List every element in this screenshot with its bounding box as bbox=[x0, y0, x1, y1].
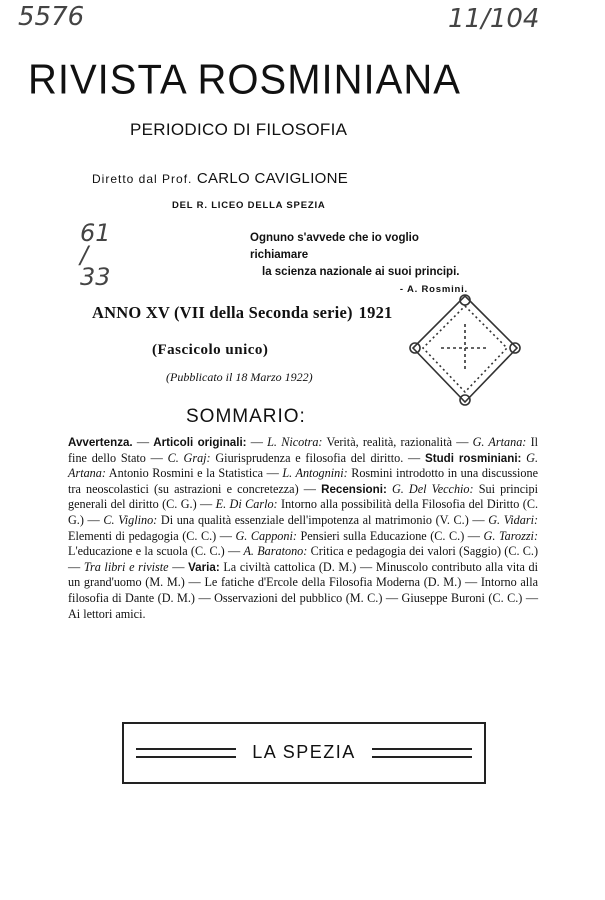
imprint-box bbox=[122, 722, 486, 784]
author: C. Viglino: bbox=[103, 512, 158, 527]
lyceum-line: DEL R. LICEO DELLA SPEZIA bbox=[172, 200, 326, 211]
work-title: Osservazioni del pubblico (M. C.) bbox=[214, 590, 383, 605]
work-title: Verità, realità, razionalità bbox=[326, 435, 452, 449]
work-title: Intorno alla possibilità della Filosofia del Diritto (C. G.) bbox=[68, 497, 539, 527]
author: G. Artana: bbox=[472, 435, 527, 449]
director-prefix: Diretto dal Prof. bbox=[92, 172, 193, 186]
work-title: Ai lettori amici. bbox=[68, 606, 146, 621]
work-title: Antonio Rosmini e la Statistica bbox=[108, 466, 264, 481]
author: G. Vidari: bbox=[488, 512, 539, 527]
work-title: Il fine dello Stato bbox=[68, 435, 539, 465]
director-name: CARLO CAVIGLIONE bbox=[196, 170, 349, 187]
summary-label-articoli: Articoli originali: bbox=[153, 436, 247, 449]
author: C. Graj: bbox=[167, 450, 211, 465]
work-title: Le fatiche d'Ercole della Filosofia Moderna (D. M.) bbox=[204, 575, 462, 590]
author: G. Artana: bbox=[68, 450, 539, 481]
rule-right bbox=[372, 748, 472, 758]
epigraph-line-2: la scienza nazionale ai suoi principi. bbox=[262, 266, 460, 278]
imprint-city: LA SPEZIA bbox=[252, 742, 356, 762]
summary-label-recensioni: Recensioni: bbox=[321, 482, 387, 496]
work-title: Giurisprudenza e filosofia del diritto. bbox=[215, 450, 404, 465]
work-title: Di una qualità essenziale dell'impotenza al matrimonio (V. C.) bbox=[160, 512, 469, 527]
work-title: La civiltà cattolica (D. M.) bbox=[223, 559, 357, 574]
epigraph-line-1: Ognuno s'avvede che io voglio richiamare bbox=[250, 232, 419, 261]
work-title: Elementi di pedagogia (C. C.) bbox=[68, 528, 217, 543]
issue-year-line bbox=[92, 303, 392, 323]
author: G. Capponi: bbox=[235, 528, 297, 543]
section-tra-libri: Tra libri e riviste bbox=[83, 559, 169, 574]
author: L. Nicotra: bbox=[267, 435, 323, 449]
handwritten-margin-note: 61 / 33 bbox=[80, 219, 111, 291]
author: G. Del Vecchio: bbox=[391, 481, 474, 496]
work-title: Sui principi generali del diritto (C. G.) bbox=[68, 481, 539, 512]
summary-text: Avvertenza. — Articoli originali: — L. Nicotra: Verità, realità, razionalità — G. Artana: Il fine dello Stato — C. Graj: Giurisprudenza e filosofia del diritto. — Studi rosminiani: G. Artana: Antonio Rosmini e la Statistica — L. Antognini: Rosmini introdotto in una discussione tra neoscolastici (su astrazioni e concretezza) — Recensioni: G. Del Vecchio: Sui principi generali del diritto (C. G.) — E. Di Carlo: Intorno alla possibilità della Filosofia del Diritto (C. G.) — C. Viglino: Di una qualità essenziale dell'impotenza al matrimonio (V. C.) — G. Vidari: Elementi di pedagogia (C. C.) — G. Capponi: Pensieri sulla Educazione (C. C.) — G. Tarozzi: L'educazione e la scuola (C. C.) — A. Baratono: Critica e pedagogia dei valori (Saggio) (C. C.) — Tra libri e riviste — Varia: La civiltà cattolica (D. M.) — Minuscolo contributo alla vita di un grand'uomo (M. M.) — Le fatiche d'Ercole della Filosofia Moderna (D. M.) — Intorno alla filosofia di Dante (D. M.) — Osservazioni del pubblico (M. C.) — Giuseppe Buroni (C. C.) — Ai lettori amici. bbox=[68, 435, 539, 621]
summary-title: SOMMARIO: bbox=[186, 406, 306, 427]
library-stamp-seal bbox=[405, 290, 525, 410]
epigraph-attribution: - A. Rosmini. bbox=[399, 284, 468, 295]
author: G. Tarozzi: bbox=[483, 528, 539, 543]
handwritten-number: 11/104 bbox=[448, 4, 540, 34]
journal-subtitle: PERIODICO DI FILOSOFIA bbox=[130, 120, 348, 139]
summary-label-studi: Studi rosminiani: bbox=[425, 451, 522, 465]
author: E. Di Carlo: bbox=[215, 497, 278, 512]
epigraph bbox=[250, 230, 470, 298]
summary-label-varia: Varia: bbox=[188, 560, 220, 574]
author: A. Baratono: bbox=[243, 544, 308, 559]
work-title: Intorno alla filosofia di Dante (D. M.) bbox=[68, 575, 538, 605]
issue-series: ANNO XV (VII della Seconda serie) bbox=[92, 303, 353, 322]
author: L. Antognini: bbox=[282, 466, 348, 481]
fascicle-label: (Fascicolo unico) bbox=[152, 342, 269, 358]
issue-year: 1921 bbox=[358, 303, 393, 322]
journal-title: RIVISTA ROSMINIANA bbox=[28, 56, 461, 104]
work-title: L'educazione e la scuola (C. C.) bbox=[68, 544, 225, 559]
rule-left bbox=[136, 748, 236, 758]
summary-label-avvertenza: Avvertenza. bbox=[68, 436, 133, 449]
work-title: Pensieri sulla Educazione (C. C.) bbox=[300, 528, 465, 543]
publication-date: (Pubblicato il 18 Marzo 1922) bbox=[166, 370, 313, 384]
work-title: Rosmini introdotto in una discussione tra neoscolastici (su astrazioni e concretezza) bbox=[68, 466, 539, 496]
director-line bbox=[92, 170, 348, 187]
work-title: Critica e pedagogia dei valori (Saggio) (C. C.) bbox=[310, 544, 539, 559]
work-title: Minuscolo contributo alla vita di un grand'uomo (M. M.) bbox=[68, 559, 539, 590]
handwritten-shelfmark: 5576 bbox=[18, 2, 85, 32]
work-title: Giuseppe Buroni (C. C.) bbox=[401, 590, 523, 605]
